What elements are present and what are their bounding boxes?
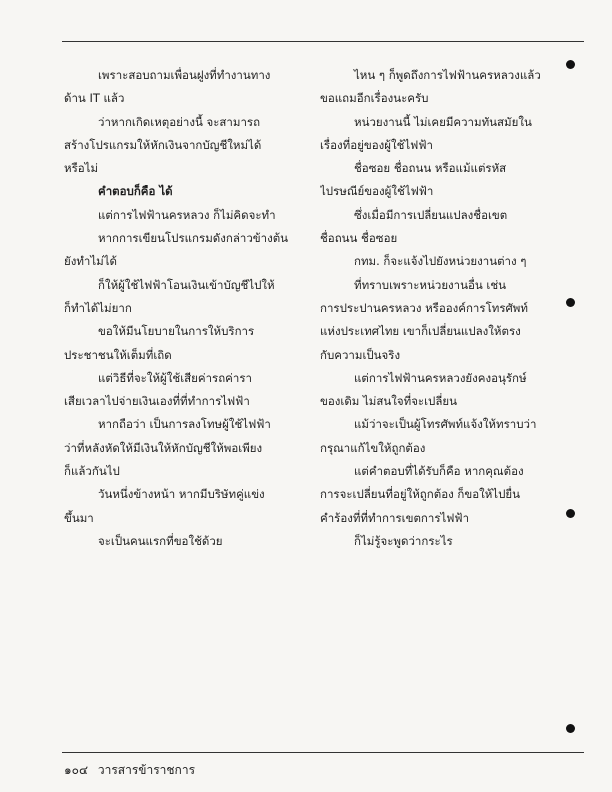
text-line: ชื่อซอย ชื่อถนน หรือแม้แต่รหัส — [354, 161, 507, 176]
right-text-column — [320, 64, 548, 553]
text-line: สร้างโปรแกรมให้หักเงินจากบัญชีใหม่ได้ — [64, 137, 262, 152]
text-line: ขอให้มีนโยบายในการให้บริการ — [98, 324, 255, 339]
text-line: ก็ทำได้ไม่ยาก — [64, 300, 132, 315]
text-line: หากถือว่า เป็นการลงโทษผู้ใช้ไฟฟ้า — [98, 417, 271, 432]
text-line: เรื่องที่อยู่ของผู้ใช้ไฟฟ้า — [320, 137, 433, 152]
text-line: กทม. ก็จะแจ้งไปยังหน่วยงานต่าง ๆ — [354, 254, 527, 269]
text-line: แต่การไฟฟ้านครหลวงยังคงอนุรักษ์ — [354, 370, 527, 385]
punch-hole-mark — [566, 724, 575, 733]
text-line: แต่คำตอบที่ได้รับก็คือ หากคุณต้อง — [354, 464, 524, 479]
text-line: ขึ้นมา — [64, 510, 94, 525]
text-line: จะเป็นคนแรกที่ขอใช้ด้วย — [98, 533, 223, 548]
text-line: ด้าน IT แล้ว — [64, 91, 125, 106]
text-line: แต่การไฟฟ้านครหลวง ก็ไม่คิดจะทำ — [98, 207, 276, 222]
text-line: เพราะสอบถามเพื่อนฝูงที่ทำงานทาง — [98, 68, 271, 82]
text-line: แม้ว่าจะเป็นผู้โทรศัพท์แจ้งให้ทราบว่า — [354, 417, 537, 432]
text-line: ก็แล้วกันไป — [64, 464, 120, 479]
left-text-column — [64, 64, 292, 553]
page-number: ๑๐๔ — [64, 763, 89, 777]
text-line: แต่วิธีที่จะให้ผู้ใช้เสียค่ารถค่ารา — [98, 370, 252, 385]
text-line: ยังทำไม่ได้ — [64, 254, 118, 269]
text-line: ของเดิม ไม่สนใจที่จะเปลี่ยน — [320, 394, 457, 409]
text-line: ก็ไม่รู้จะพูดว่ากระไร — [354, 533, 453, 548]
text-line: หน่วยงานนี้ ไม่เคยมีความทันสมัยใน — [354, 114, 532, 129]
text-line: ซึ่งเมื่อมีการเปลี่ยนแปลงชื่อเขต — [354, 207, 508, 222]
text-line: ไหน ๆ ก็พูดถึงการไฟฟ้านครหลวงแล้ว — [354, 68, 541, 82]
text-line: เสียเวลาไปจ่ายเงินเองที่ที่ทำการไฟฟ้า — [64, 394, 250, 409]
text-line: ว่าที่หลังหัดให้มีเงินให้หักบัญชีให้พอเพียง — [64, 440, 263, 455]
text-line: คำตอบก็คือ ได้ — [98, 184, 173, 199]
publication-title: วารสารข้าราชการ — [97, 763, 196, 777]
bottom-rule — [62, 752, 584, 753]
text-line: ที่ทราบเพราะหน่วยงานอื่น เช่น — [354, 277, 507, 292]
text-line: ก็ให้ผู้ใช้ไฟฟ้าโอนเงินเข้าบัญชีไปให้ — [98, 277, 275, 292]
text-line: กรุณาแก้ไขให้ถูกต้อง — [320, 440, 426, 455]
text-line: การจะเปลี่ยนที่อยู่ให้ถูกต้อง ก็ขอให้ไปยื่น — [320, 487, 520, 502]
text-line: กับความเป็นจริง — [320, 347, 401, 362]
text-line: วันหนึ่งข้างหน้า หากมีบริษัทคู่แข่ง — [98, 487, 265, 502]
punch-hole-mark — [566, 60, 575, 69]
text-line: การประปานครหลวง หรือองค์การโทรศัพท์ — [320, 300, 528, 315]
text-line: หากการเขียนโปรแกรมดังกล่าวข้างต้น — [98, 231, 289, 246]
text-line: ขอแถมอีกเรื่องนะครับ — [320, 91, 429, 106]
text-line: หรือไม่ — [64, 161, 99, 176]
punch-hole-mark — [566, 298, 575, 307]
text-line: ว่าหากเกิดเหตุอย่างนี้ จะสามารถ — [98, 114, 261, 129]
text-line: คำร้องที่ที่ทำการเขตการไฟฟ้า — [320, 510, 470, 525]
top-rule — [62, 41, 584, 42]
text-line: แห่งประเทศไทย เขาก็เปลี่ยนแปลงให้ตรง — [320, 324, 521, 339]
punch-hole-mark — [566, 509, 575, 518]
text-line: ไปรษณีย์ของผู้ใช้ไฟฟ้า — [320, 184, 434, 199]
page-footer — [64, 761, 195, 780]
text-line: ประชาชนให้เต็มที่เถิด — [64, 347, 172, 362]
text-line: ชื่อถนน ชื่อซอย — [320, 231, 398, 246]
